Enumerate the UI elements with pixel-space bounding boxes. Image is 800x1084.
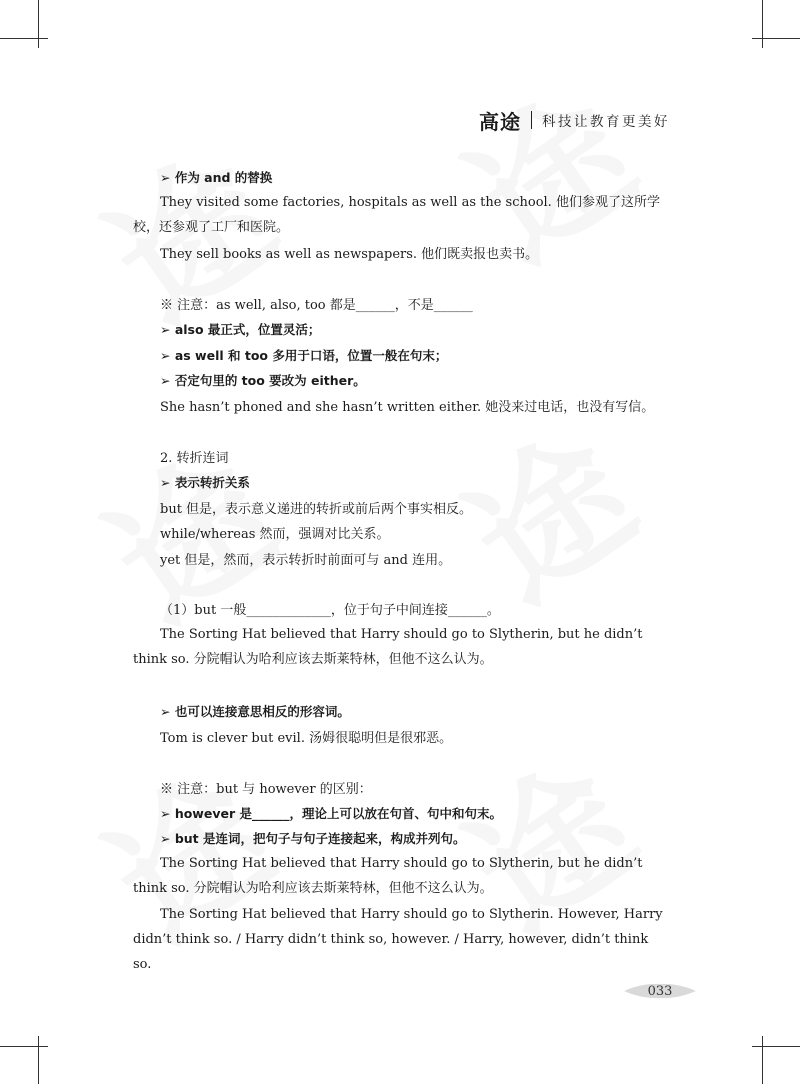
bullet-point: ➢ however 是______，理论上可以放在句首、句中和句末。 [160, 806, 502, 821]
section-heading: 2. 转折连词 [160, 451, 229, 466]
bullet-point: ➢ 否定句里的 too 要改为 either。 [160, 373, 366, 388]
crop-mark-tr-v [762, 0, 763, 48]
bullet-point: ➢ but 是连词，把句子与句子连接起来，构成并列句。 [160, 831, 466, 846]
definition-line: while/whereas 然而，强调对比关系。 [160, 527, 390, 542]
example-sentence: The Sorting Hat believed that Harry should go to Slytherin, but he didn’t think so. 分院帽认为哈利应该去斯莱特林，但他不这么认为。 [133, 856, 643, 896]
brand-name: 高途 [479, 109, 521, 134]
exercise-line: （1）but 一般_____________，位于句子中间连接______。 [160, 603, 500, 618]
example-sentence: The Sorting Hat believed that Harry should go to Slytherin. However, Harry didn’t think so. / Harry didn’t think so, however. / Harry, however, didn’t think so. [133, 907, 663, 972]
example-sentence: They visited some factories, hospitals as well as the school. 他们参观了这所学校，还参观了工厂和医院。 [133, 195, 660, 235]
bullet-heading: ➢ 作为 and 的替换 [160, 170, 273, 185]
crop-mark-bl-h [0, 1046, 48, 1047]
page-header [430, 104, 670, 136]
crop-mark-br-h [752, 1046, 800, 1047]
header-divider [531, 111, 532, 129]
crop-mark-tr-h [752, 38, 800, 39]
definition-line: but 但是，表示意义递进的转折或前后两个事实相反。 [160, 502, 473, 517]
crop-mark-tl-v [38, 0, 39, 48]
definition-line: yet 但是，然而，表示转折时前面可与 and 连用。 [160, 553, 452, 568]
bullet-heading: ➢ 表示转折关系 [160, 475, 250, 490]
note-line: ※ 注意：as well, also, too 都是______，不是______ [160, 298, 473, 313]
example-sentence: The Sorting Hat believed that Harry should go to Slytherin, but he didn’t think so. 分院帽认为哈利应该去斯莱特林，但他不这么认为。 [133, 627, 643, 667]
bullet-heading: ➢ 也可以连接意思相反的形容词。 [160, 704, 350, 719]
brand-slogan: 科技让教育更美好 [542, 114, 670, 130]
crop-mark-bl-v [38, 1036, 39, 1084]
note-line: ※ 注意：but 与 however 的区别： [160, 782, 372, 797]
crop-mark-tl-h [0, 38, 48, 39]
example-sentence: She hasn’t phoned and she hasn’t written either. 她没来过电话，也没有写信。 [160, 400, 655, 415]
example-sentence: They sell books as well as newspapers. 他们既卖报也卖书。 [160, 247, 539, 262]
bullet-point: ➢ as well 和 too 多用于口语，位置一般在句末； [160, 348, 448, 363]
example-sentence: Tom is clever but evil. 汤姆很聪明但是很邪恶。 [160, 731, 453, 746]
crop-mark-br-v [762, 1036, 763, 1084]
bullet-point: ➢ also 最正式，位置灵活； [160, 322, 321, 337]
page-number: 033 [647, 983, 673, 999]
